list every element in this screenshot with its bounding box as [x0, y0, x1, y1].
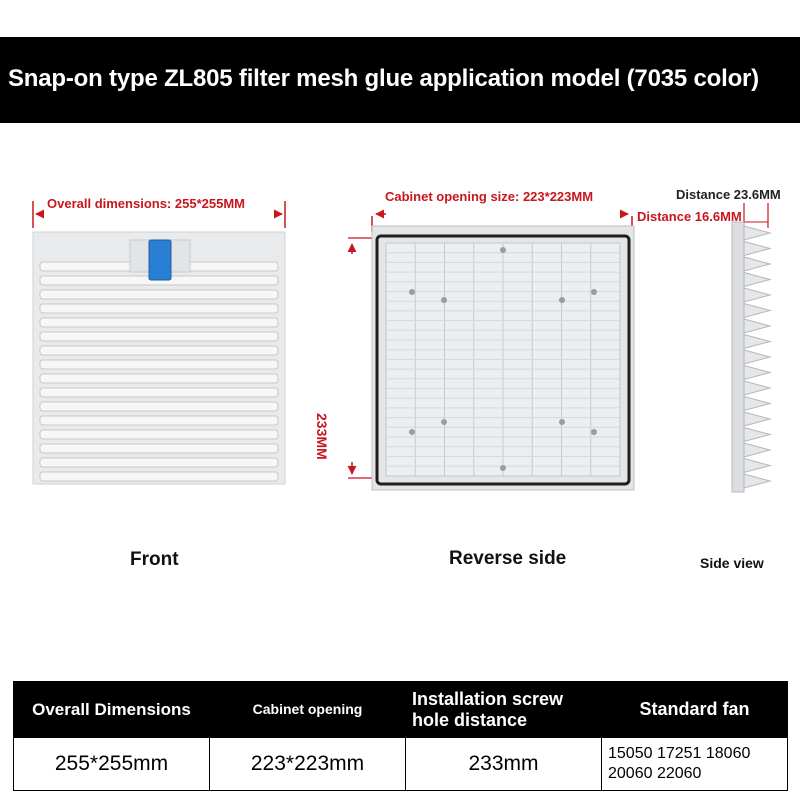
cell-standard-fan: 15050 17251 18060 20060 22060 [602, 738, 788, 791]
side-louver-teeth [744, 226, 770, 488]
louver-slat [40, 374, 278, 383]
side-tooth [744, 412, 770, 426]
screw-hole [441, 297, 447, 303]
screw-hole [559, 297, 565, 303]
side-tooth [744, 381, 770, 395]
louver-slat [40, 304, 278, 313]
side-tooth [744, 366, 770, 380]
louver-slat [40, 388, 278, 397]
spec-header-row [14, 682, 788, 738]
side-tooth [744, 226, 770, 240]
side-tooth [744, 474, 770, 488]
screw-hole [559, 419, 565, 425]
side-tooth [744, 443, 770, 457]
screw-hole [409, 289, 415, 295]
louver-slat [40, 318, 278, 327]
screw-hole [500, 247, 506, 253]
side-tooth [744, 304, 770, 318]
screw-distance-label: 233MM [314, 413, 330, 460]
louver-slat [40, 332, 278, 341]
front-view [33, 201, 285, 484]
screw-hole [591, 289, 597, 295]
louver-slat [40, 458, 278, 467]
louver-slat [40, 430, 278, 439]
screw-hole [409, 429, 415, 435]
cabinet-opening-label: Cabinet opening size: 223*223MM [385, 189, 594, 204]
header-standard-fan: Standard fan [602, 682, 788, 738]
spec-data-row [14, 738, 788, 791]
reverse-caption: Reverse side [449, 548, 567, 569]
louver-slat [40, 444, 278, 453]
header-overall-dimensions: Overall Dimensions [14, 682, 210, 738]
side-tooth [744, 273, 770, 287]
side-distance-inner-label: Distance 16.6MM [637, 209, 742, 224]
banner-title: Snap-on type ZL805 filter mesh glue application model (7035 color) [8, 65, 759, 92]
screw-hole [441, 419, 447, 425]
side-view [732, 203, 770, 492]
side-tooth [744, 397, 770, 411]
header-screw-distance: Installation screw hole distance [406, 682, 602, 738]
side-tooth [744, 350, 770, 364]
side-distance-outer-label: Distance 23.6MM [676, 187, 781, 202]
side-tooth [744, 335, 770, 349]
side-frame [732, 222, 744, 492]
screw-hole [500, 465, 506, 471]
louver-slat [40, 360, 278, 369]
louver-slat [40, 472, 278, 481]
reverse-view [348, 214, 634, 490]
front-caption: Front [130, 549, 179, 570]
side-caption: Side view [700, 555, 764, 571]
header-cabinet-opening: Cabinet opening [210, 682, 406, 738]
side-tooth [744, 459, 770, 473]
side-tooth [744, 288, 770, 302]
side-tooth [744, 428, 770, 442]
louver-slat [40, 402, 278, 411]
side-tooth [744, 257, 770, 271]
overall-dimension-label: Overall dimensions: 255*255MM [47, 196, 245, 211]
spec-table [13, 681, 788, 791]
louver-slat [40, 416, 278, 425]
blue-release-clip [149, 240, 171, 280]
louver-slat [40, 290, 278, 299]
cell-overall-dimensions: 255*255mm [14, 738, 210, 791]
cell-cabinet-opening: 223*223mm [210, 738, 406, 791]
side-tooth [744, 242, 770, 256]
cell-screw-distance: 233mm [406, 738, 602, 791]
screw-hole [591, 429, 597, 435]
side-tooth [744, 319, 770, 333]
louver-slat [40, 346, 278, 355]
